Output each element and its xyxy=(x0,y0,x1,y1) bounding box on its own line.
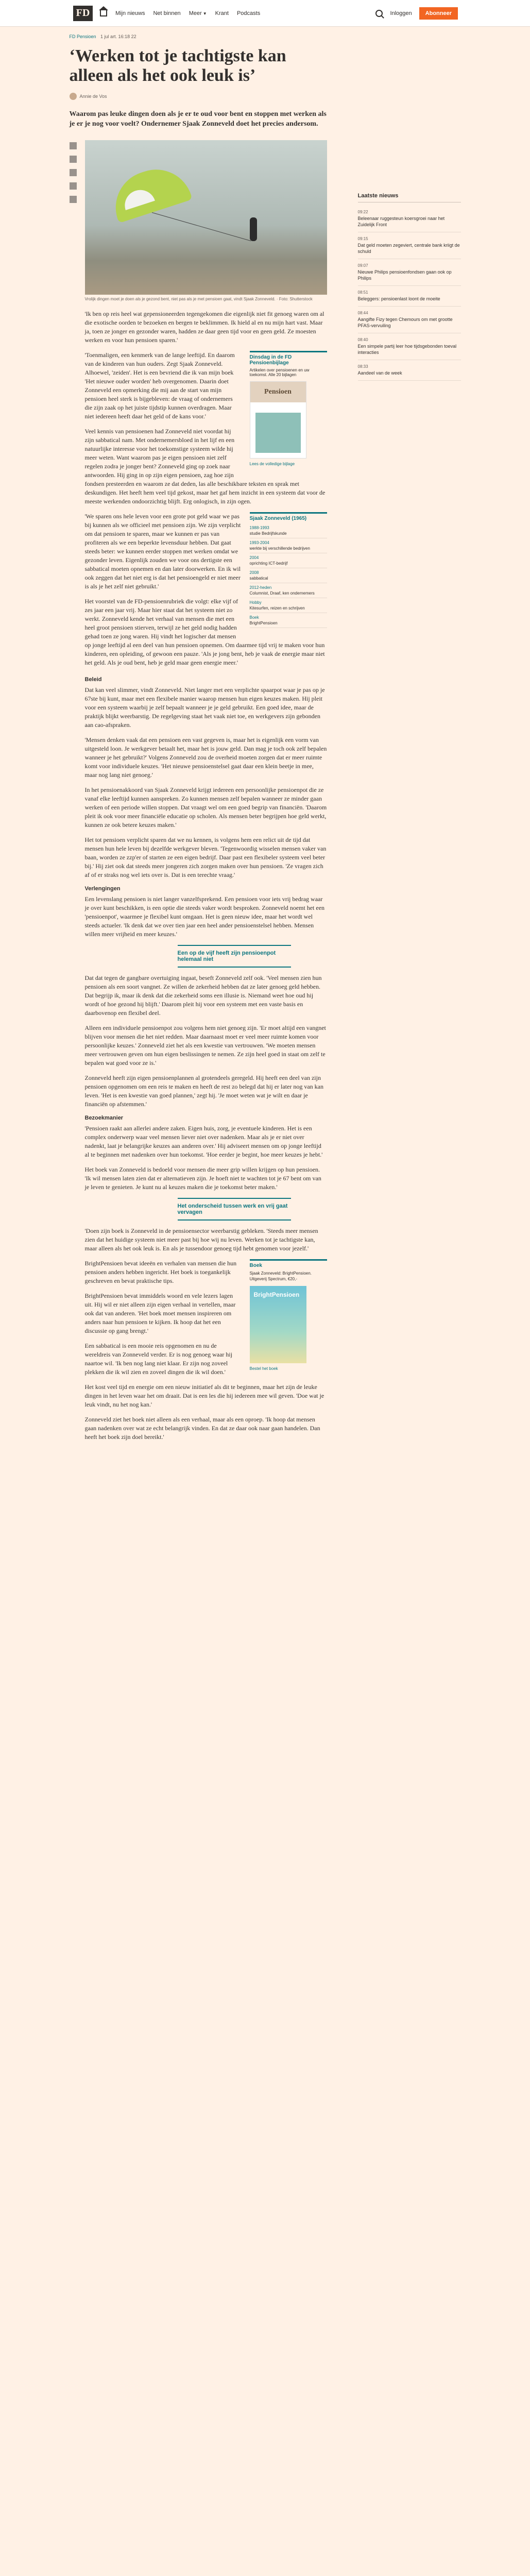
subscribe-button[interactable]: Abonneer xyxy=(419,7,458,20)
facts-value: BrightPensioen xyxy=(249,621,278,625)
nav-item-podcasts[interactable]: Podcasts xyxy=(236,10,261,16)
magazine-title: Pensioen xyxy=(250,382,306,402)
nav-item-meer-label: Meer xyxy=(189,10,202,16)
share-bar xyxy=(70,140,85,1448)
paragraph: Dat kan veel slimmer, vindt Zonneveld. Niet langer met een verplichte spaarpot waar je pas op je 67ste bij kunt, maar met een flexibele manier waarop mensen hun eigen keuzes maken. Hij pleit voor een systeem waarbij je zelf bepaalt wanneer je je geld gebruikt. Een goed idee, maar de praktijk blijkt weerbarstig. De regelgeving staat het vaak niet toe, en werkgevers zijn gebonden aan cao-afspraken. xyxy=(84,686,325,728)
news-headline: Een simpele partij leer hoe tijdsgebonden toeval interacties xyxy=(357,344,457,355)
facts-value: Kitesurfen, reizen en schrijven xyxy=(249,606,305,611)
paragraph: Een sabbatical is een mooie reis opgenomen en nu de wereldreis van Zonneveld verder. Er is nog genoeg waar hij naartoe wil. 'Ik ben nog lang niet klaar. Er zijn nog zoveel plekken die ik wil zien en zoveel dingen die ik wil doen.' xyxy=(84,1342,233,1376)
paragraph: Het tot pensioen verplicht sparen dat we nu kennen, is volgens hem een relict uit de tijd dat mensen hun hele leven bij dezelfde werkgever bleven. 'Tegenwoordig wisselen mensen vaker van baan, worden ze zzp'er of starten ze een eigen bedrijf. Daar past een flexibeler systeem veel beter bij.' Hij ziet ook dat steeds meer jongeren zich zorgen maken over hun pensioen. 'Ze vragen zich af of er straks nog wel iets over is. Dat is een terechte vraag.' xyxy=(84,836,327,878)
main-nav xyxy=(100,10,260,16)
byline xyxy=(70,93,461,100)
news-item[interactable] xyxy=(358,206,461,232)
facts-key: 2008 xyxy=(249,570,259,575)
facts-key: Hobby xyxy=(249,600,262,605)
book-box xyxy=(250,1259,327,1371)
news-time: 08:33 xyxy=(357,364,368,369)
facts-box xyxy=(250,512,327,628)
news-item[interactable] xyxy=(358,333,461,360)
kite-line xyxy=(151,212,251,241)
nav-item-meer[interactable] xyxy=(189,10,207,16)
twitter-icon[interactable] xyxy=(70,169,77,176)
facebook-icon[interactable] xyxy=(70,156,77,163)
paragraph: In het pensioenakkoord van Sjaak Zonneveld krijgt iedereen een persoonlijke pensioenpot die ze vanaf elke leeftijd kunnen aanspreken. Zo kunnen mensen zelf bepalen wanneer ze minder gaan werken of een periode willen stoppen. Dat vraagt wel om een goed begrip van financiën. 'Daarom pleit ik ook voor meer financiële educatie op scholen. Als mensen beter begrijpen hoe geld werkt, kunnen ze ook betere keuzes maken.' xyxy=(84,786,327,828)
author-avatar xyxy=(70,93,77,100)
news-headline: Nieuwe Philips pensioenfondsen gaan ook op Philips xyxy=(357,269,452,281)
facts-row xyxy=(250,538,327,553)
paragraph: Het kost veel tijd en energie om een nieuw initiatief als dit te beginnen, maar het zijn de leuke dingen in het leven waar het om draait. Dat is een les die hij iedereen mee wil geven. 'Doe wat je leuk vindt, nu het nog kan.' xyxy=(84,1383,324,1408)
magazine-image xyxy=(255,413,301,453)
promo-subtitle: Artikelen over pensioenen en uw toekomst. Alle 20 bijlagen xyxy=(249,368,310,377)
kitesurfer-figure xyxy=(250,217,257,241)
facts-value: sabbatical xyxy=(249,576,268,581)
book-link[interactable]: Bestel het boek xyxy=(249,1366,278,1371)
paragraph: 'Toenmaligen, een kenmerk van de lange leeftijd. En daarom van de kinderen van hun ouders. Zegt Sjaak Zonneveld. Alhoewel, 'zeiden'. Het is een bevriend die ik van mijn boek 'Het nieuwe ouder worden' heb overgenomen. Daarin doet Zonneveld een opmerking die mij aan de start van mijn pensioen heel sterk is bijgebleven: de vraag of ondernemers die zijn zaak op het juiste tijdstip kunnen overdragen. Maar niet iedereen heeft daar het geld of de kans voor.' xyxy=(84,351,235,420)
news-headline: Beleggers: pensioenlast loont de moeite xyxy=(357,296,440,301)
news-time: 08:51 xyxy=(357,290,368,295)
news-item[interactable] xyxy=(358,360,461,381)
facts-value: studie Bedrijfskunde xyxy=(249,531,287,536)
pull-quote: Een op de vijf heeft zijn pensioenpot helemaal niet xyxy=(178,945,291,968)
facts-row xyxy=(250,613,327,628)
hero-image xyxy=(85,140,327,295)
subheading: Bezoekmanier xyxy=(84,1115,124,1121)
facts-key: 2004 xyxy=(249,555,259,560)
paragraph: BrightPensioen bevat ideeën en verhalen van mensen die hun pensioen anders hebben ingericht. Het boek is toegankelijk geschreven en bevat praktische tips. xyxy=(84,1260,237,1284)
author-name[interactable]: Annie de Vos xyxy=(79,94,107,99)
kite-shape xyxy=(106,160,192,223)
news-headline: Aandeel van de week xyxy=(357,370,402,376)
chevron-down-icon: ▼ xyxy=(202,11,207,16)
news-item[interactable] xyxy=(358,286,461,307)
facts-row xyxy=(250,523,327,538)
paragraph: Het voorstel van de FD-pensioenrubriek die volgt: elke vijf of zes jaar een jaar vrij. Maar hier staat dat het systeem niet zo werkt. Zonneveld kende het verhaal van mensen die met een heel groot pensioen stierven, terwijl ze het geld nodig hadden gehad toen ze jong waren. Hij vindt het logischer dat mensen op jonge leeftijd al een deel van hun pensioen opnemen. Om daarmee tijd vrij te maken voor hun kinderen, een opleiding, of gewoon een pauze. 'Als je jong bent, heb je vaak de energie maar niet het geld. Als je oud bent, heb je geld maar geen energie meer.' xyxy=(84,598,325,666)
book-description: Sjaak Zonneveld: BrightPensioen. Uitgeverij Spectrum, €20,- xyxy=(249,1271,312,1281)
mail-icon[interactable] xyxy=(70,196,77,203)
latest-news-sidebar xyxy=(358,193,461,381)
facts-row xyxy=(250,568,327,583)
news-headline: Dat geld moeten zegeviert, centrale bank kriigt de schuld xyxy=(357,243,460,254)
news-headline: Beleenaar ruggesteun koersgroei naar het Zuidelijk Front xyxy=(357,216,445,227)
paragraph: Alleen een individuele pensioenpot zou volgens hem niet genoeg zijn. 'Er moet altijd een vangnet blijven voor mensen die het niet redden. Maar daarnaast moet er veel meer ruimte komen voor persoonlijke keuzes.' Zonneveld ziet het als een kwestie van vertrouwen. 'We moeten mensen meer vertrouwen geven om hun eigen beslissingen te nemen. Ze zijn heel goed in staat om zelf te bepalen wat goed voor ze is.' xyxy=(84,1024,326,1066)
news-time: 09:07 xyxy=(357,263,368,268)
publish-date: 1 jul art. 16:18 22 xyxy=(100,34,136,39)
linkedin-icon[interactable] xyxy=(70,182,77,190)
book-cover-title: BrightPensioen xyxy=(253,1291,300,1298)
article-body xyxy=(85,140,327,1448)
section-link[interactable]: FD Pensioen xyxy=(69,34,96,39)
article-lead: Waarom pas leuke dingen doen als je er te oud voor bent en stoppen met werken als je er je nog voor voelt? Ondernemer Sjaak Zonneveld doet het precies andersom. xyxy=(69,110,327,128)
paragraph: 'Mensen denken vaak dat een pensioen een vast gegeven is, maar het is eigenlijk een vorm van uitgesteld loon. Je werkgever betaalt het, maar het is jouw geld. Dan mag je toch ook zelf bepalen wanneer je het gebruikt?' Volgens Zonneveld zou de overheid moeten zorgen dat er meer ruimte komt voor individuele keuzes. 'Het nieuwe pensioenstelsel gaat daar een klein beetje in mee, maar nog lang niet genoeg.' xyxy=(84,736,327,778)
magazine-cover[interactable] xyxy=(250,381,306,459)
facts-key: 1993-2004 xyxy=(249,540,269,545)
paragraph: Dat dat tegen de gangbare overtuiging ingaat, beseft Zonneveld zelf ook. 'Veel mensen zien hun pensioen als een soort vangnet. Ze willen de zekerheid hebben dat ze later genoeg geld hebben. Dat begrijp ik, maar ik denk dat die zekerheid soms een illusie is. Niemand weet hoe oud hij wordt of hoe gezond hij blijft.' Daarom pleit hij voor een systeem met een vaste basis en daarbovenop een flexibel deel. xyxy=(84,974,322,1016)
login-button[interactable]: Inloggen xyxy=(390,10,412,16)
paragraph: 'Pensioen raakt aan allerlei andere zaken. Eigen huis, zorg, je eventuele kinderen. Het is een complex onderwerp waar veel mensen liever niet over nadenken. Maar als je er niet over nadenkt, laat je belangrijke keuzes aan anderen over.' Hij adviseert mensen om op jonge leeftijd al te beginnen met nadenken over hun toekomst. 'Hoe eerder je begint, hoe meer keuzes je hebt.' xyxy=(84,1125,323,1158)
article-title: ‘Werken tot je tachtigste kan alleen als het ook leuk is’ xyxy=(69,46,286,85)
subheading: Beleid xyxy=(84,676,102,683)
paragraph: Het boek van Zonneveld is bedoeld voor mensen die meer grip willen krijgen op hun pensioen. 'Ik wil mensen laten zien dat er alternatieven zijn. Je hoeft niet te wachten tot je 67 bent om van je leven te genieten. Je kunt nu al keuzes maken die je toekomst beter maken.' xyxy=(84,1166,321,1191)
paragraph: 'Ik ben op reis heel wat gepensioneerden tegengekomen die eigenlijk niet fit genoeg waren om al die exotische oorden te bezoeken en bergen te beklimmen. Ik hield al en nu mijn hart vast. Maar ja, toen ze jonger en gezonder waren, hadden ze daar geen tijd voor en geen geld. Ze moesten werken en voor hun pensioen sparen.' xyxy=(84,310,324,344)
facts-key: Boek xyxy=(249,615,259,620)
news-time: 08:44 xyxy=(357,311,368,315)
article-meta xyxy=(70,34,461,39)
article-wrapper xyxy=(70,27,461,1448)
facts-key: 2012-heden xyxy=(249,585,272,590)
paragraph: Zonneveld ziet het boek niet alleen als een verhaal, maar als een oproep. 'Ik hoop dat mensen gaan nadenken over wat ze echt belangrijk vinden. En dat ze daar ook naar gaan handelen. Dan heeft het boek zijn doel bereikt.' xyxy=(84,1416,320,1440)
subheading: Verlengingen xyxy=(84,886,121,892)
facts-key: 1988-1993 xyxy=(249,526,269,530)
promo-title: Dinsdag in de FD Pensioenbijlage xyxy=(250,351,327,366)
news-item[interactable] xyxy=(358,259,461,286)
promo-link[interactable]: Lees de volledige bijlage xyxy=(249,462,295,466)
paragraph: Zonneveld heeft zijn eigen pensioenplannen al grotendeels geregeld. Hij heeft een deel van zijn pensioen opgenomen om een reis te maken en heeft de rest zo belegd dat hij er later nog van kan leven. 'Het is een kwestie van goed plannen,' zegt hij. 'Je moet weten wat je wilt en daar je financiën op afstemmen.' xyxy=(84,1074,323,1108)
facts-value: Columnist, Draaf, ken ondernemers xyxy=(249,591,315,596)
paragraph: Veel kennis van pensioenen had Zonneveld niet voordat hij zijn sabbatical nam. Met ondernemersbloed in het lijf en een natuurlijke interesse voor het toekomstige systeem wilde hij meer weten. Want waarom pas je eigen pensioen niet zelf regelen zodra je jonger bent? Zonneveld ging op zoek naar antwoorden. Hij ging in op zijn eigen pensioen, zag hoe zijn fondsen presteerden en waarom ze dat deden, las alle beschikbare teksten en sprak met deskundigen. Het heeft hem veel tijd gekost, maar het gaf hem inzicht in een systeem dat voor de meeste werkenden ondoorzichtig blijft. Erg onlogisch, in zijn ogen. xyxy=(84,428,326,505)
image-caption: Vrolijk dingen moet je doen als je gezond bent, niet pas als je met pensioen gaat, vindt Sjaak Zonneveld. · Foto: Shutterstock xyxy=(84,297,313,301)
nav-item-krant[interactable]: Krant xyxy=(215,10,229,16)
book-title: Boek xyxy=(250,1259,327,1268)
book-cover[interactable] xyxy=(250,1286,306,1363)
facts-value: oprichting ICT-bedrijf xyxy=(249,561,288,566)
paragraph: 'Doen zijn boek is Zonneveld in de pensioensector weerbarstig gebleken. 'Steeds meer mensen zien dat het huidige systeem niet meer past bij hoe wij nu leven. Werken tot je tachtigste kan, maar alleen als het ook leuk is. En als je tussendoor genoeg tijd hebt genomen voor jezelf.' xyxy=(84,1227,318,1252)
news-time: 09:15 xyxy=(357,236,368,241)
facts-value: werkte bij verschillende bedrijven xyxy=(249,546,310,551)
paragraph: Een levenslang pensioen is niet langer vanzelfsprekend. Een pensioen voor iets vrij bedrag waar je over kunt beschikken, is een optie die steeds vaker wordt besproken. Zonneveld noemt het een 'pensioenpot', waarmee je flexibel kunt omgaan. Het is geen nieuw idee, maar het wordt wel steeds actueler. 'Ik denk dat we over tien jaar een heel ander pensioenstelsel hebben. Mensen willen meer vrijheid en meer keuzes.' xyxy=(84,895,325,938)
home-icon[interactable] xyxy=(100,10,107,16)
pull-quote: Het onderscheid tussen werk en vrij gaat vervagen xyxy=(178,1198,291,1221)
nav-item-mijn-nieuws[interactable]: Mijn nieuws xyxy=(115,10,145,16)
facts-row xyxy=(250,553,327,568)
facts-row xyxy=(250,583,327,598)
paragraph: 'We sparen ons hele leven voor een grote pot geld waar we pas bij kunnen als we officieel met pensioen zijn. We zijn verplicht om dat pensioen te sparen, maar we kunnen er pas van profiteren als we een beperkte levensduur hebben. Dat gaat steeds beter: we kunnen eerder stoppen met werken omdat we gezonder leven. Eigenlijk zouden we voor ons dertigste een sabbatical moeten opnemen en dan later doorwerken. En ik wil ook zeggen dat het niet erg is dat het pensioengeld er niet meer is als je het zelf niet gebruikt.' xyxy=(84,513,241,590)
facts-row xyxy=(250,598,327,613)
promo-box xyxy=(250,351,327,466)
site-logo[interactable]: FD xyxy=(73,6,93,21)
facts-title: Sjaak Zonneveld (1965) xyxy=(250,512,327,521)
top-navigation xyxy=(0,0,530,27)
search-icon[interactable] xyxy=(375,10,383,17)
bookmark-icon[interactable] xyxy=(70,142,77,149)
news-headline: Aangifte Fizy tegen Chemours om met grootte PFAS-vervuiling xyxy=(357,317,453,328)
nav-item-net-binnen[interactable]: Net binnen xyxy=(153,10,181,16)
top-actions xyxy=(375,7,458,20)
sidebar-title: Laatste nieuws xyxy=(358,193,461,202)
news-item[interactable] xyxy=(358,232,461,259)
news-time: 08:40 xyxy=(357,337,368,342)
news-time: 09:22 xyxy=(357,210,368,214)
news-item[interactable] xyxy=(358,307,461,333)
paragraph: BrightPensioen bevat immiddels woord en vele lezers lagen uit. Hij wil er niet alleen zijn eigen verhaal in vertellen, maar ook dat van anderen. 'Het boek moet mensen inspireren om anders naar hun pensioen te kijken. Ik hoop dat het een discussie op gang brengt.' xyxy=(84,1292,236,1334)
